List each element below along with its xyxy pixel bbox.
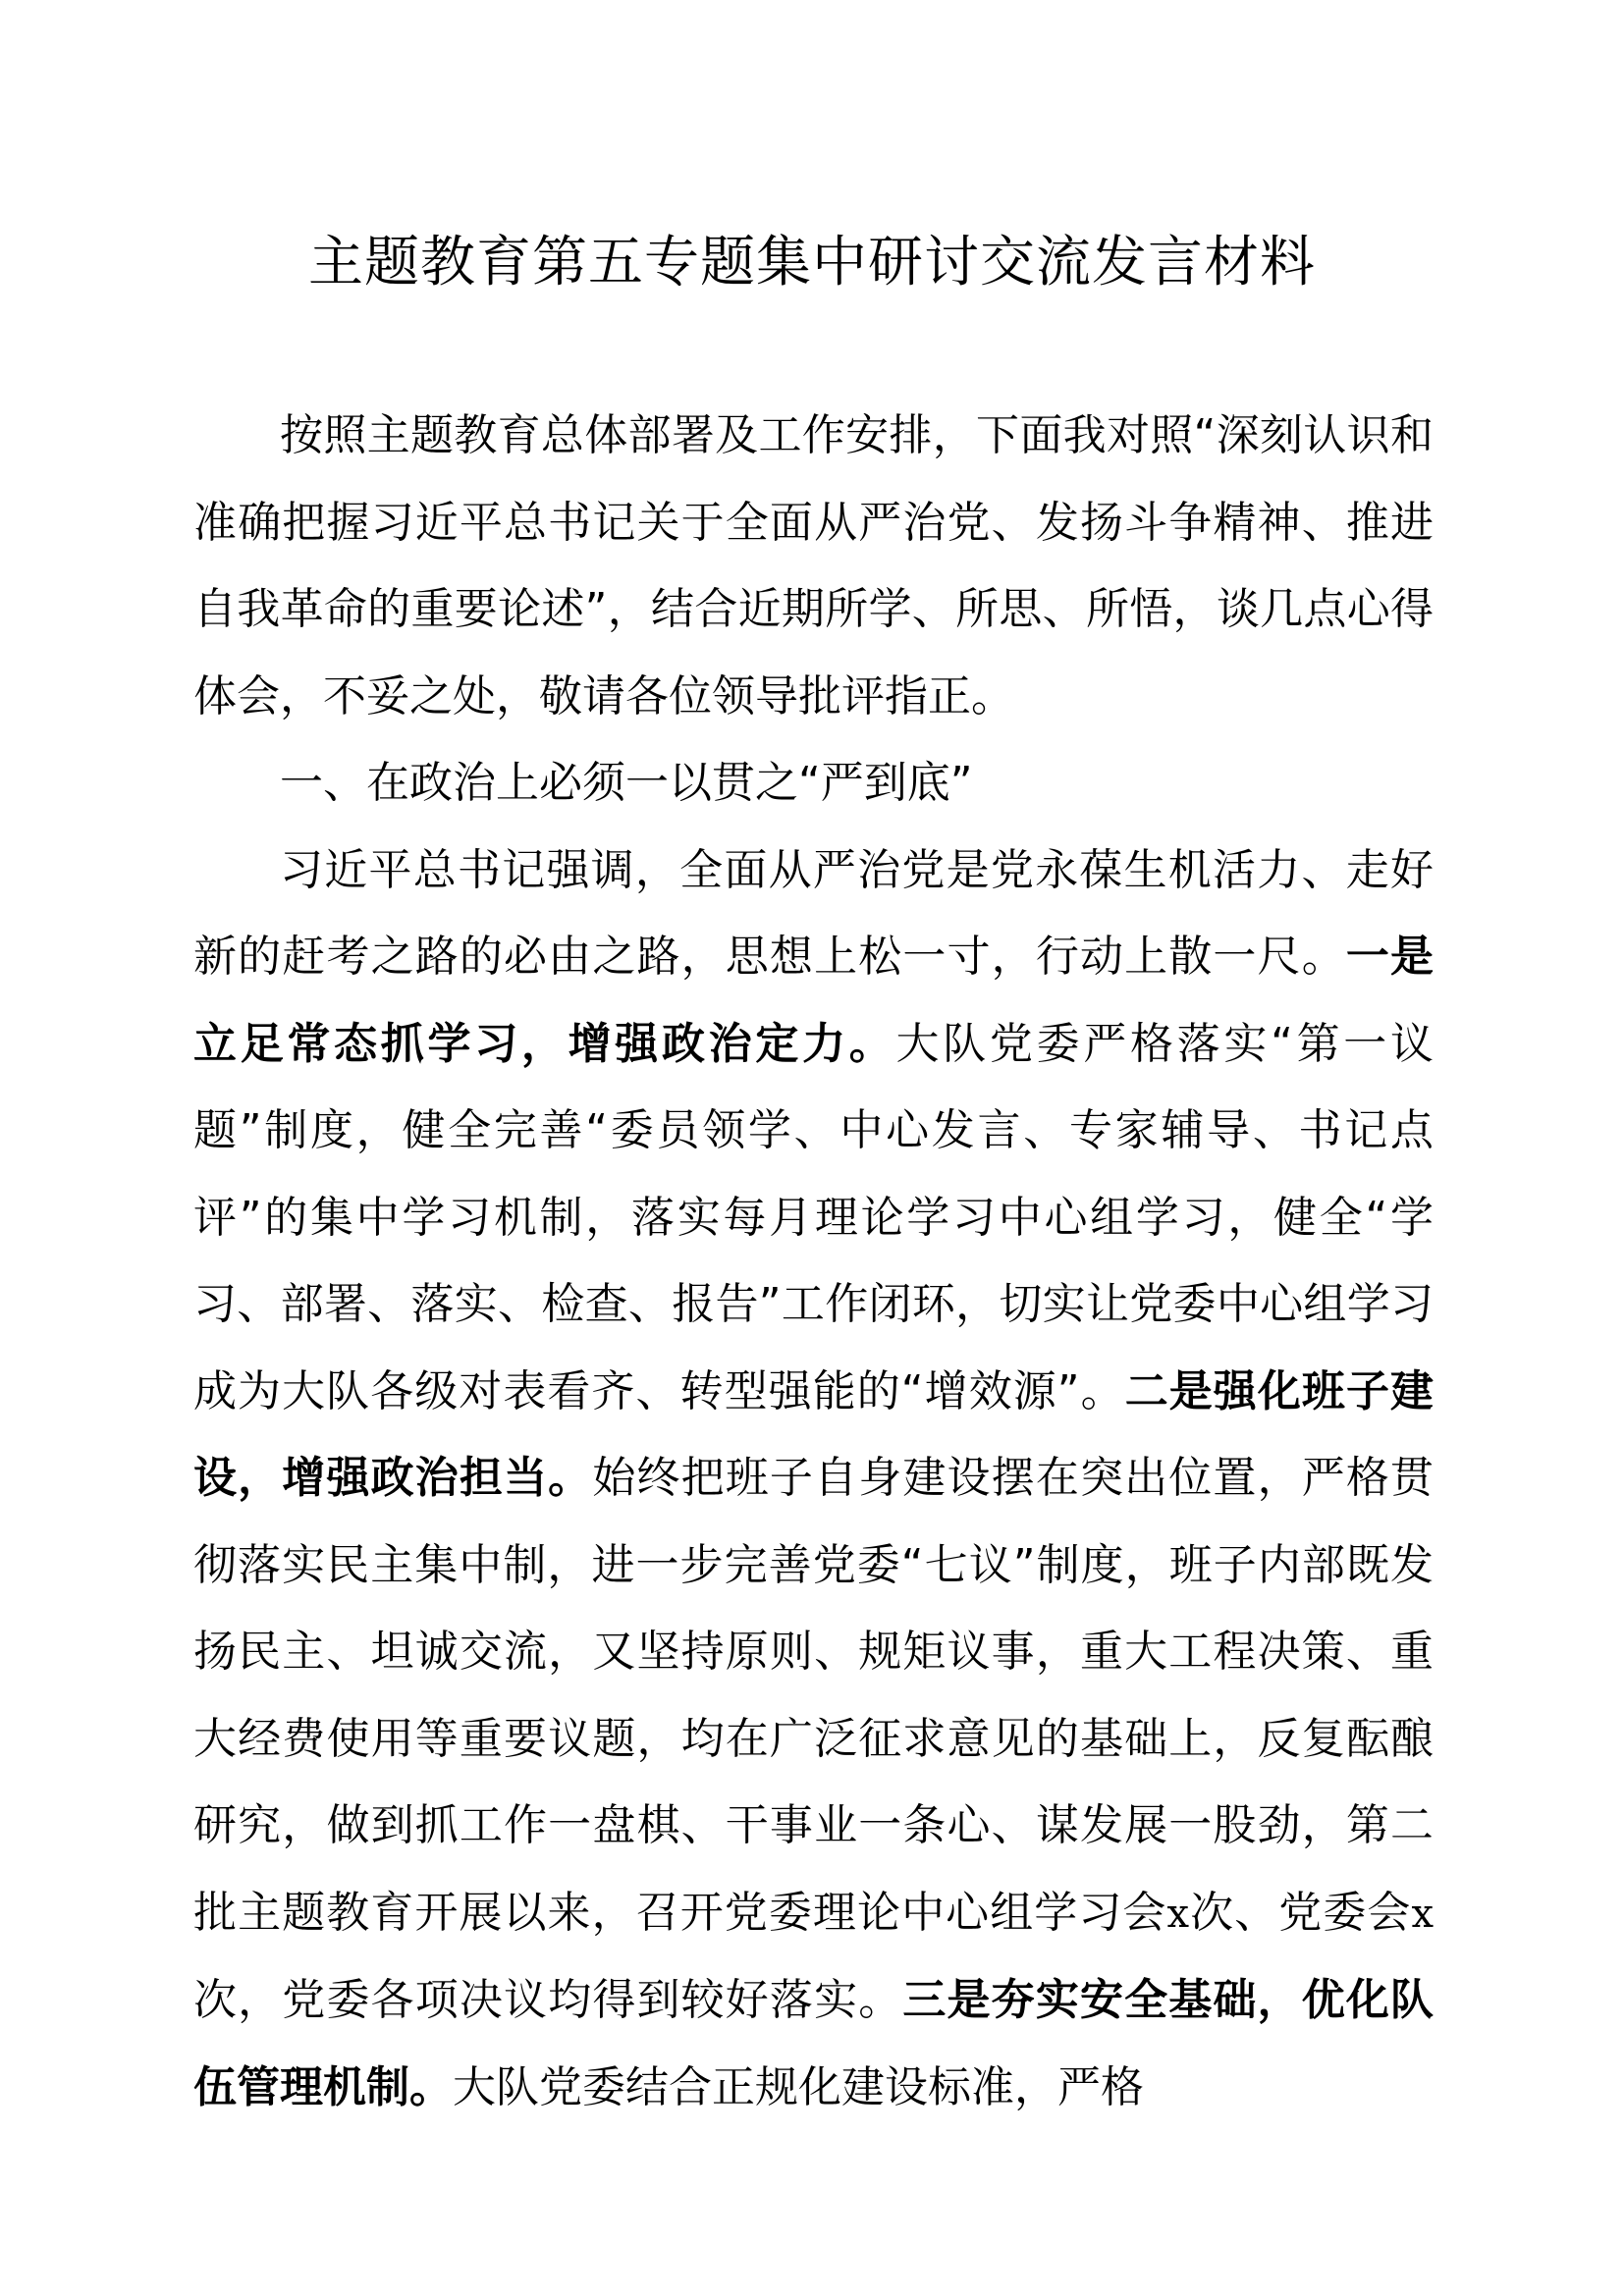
intro-paragraph: 按照主题教育总体部署及工作安排，下面我对照“深刻认识和准确把握习近平总书记关于全面从严治党、发扬斗争精神、推进自我革命的重要论述”，结合近期所学、所思、所悟，谈几点心得体会，不妥之处，敬请各位领导批评指正。 (193, 410, 1434, 721)
body-text: 大队党委结合正规化建设标准，严格 (453, 2061, 1144, 2112)
section-paragraph (193, 828, 1434, 2132)
placeholder-x: x (1411, 1891, 1435, 1937)
section-heading: 一、在政治上必须一以贯之“严到底” (280, 758, 973, 808)
body-text: 大队党委严格落实“第一议题”制度，健全完善“委员领学、中心发言、专家辅导、书记点评”的集中学习机制，落实每月理论学习中心组学习，健全“学习、部署、落实、检查、报告”工作闭环，切实让党委中心组学习成为大队各级对表看齐、转型强能的“增效源”。 (193, 1018, 1435, 1416)
document-title: 主题教育第五专题集中研讨交流发言材料 (308, 231, 1316, 294)
document-body (193, 393, 1434, 2131)
body-text: 次，党委各项决议均得到较好落实。 (193, 1975, 903, 2025)
placeholder-x: x (1166, 1891, 1190, 1937)
bold-point-3: 三是夯实安全基础，优化队伍管理机制。 (193, 1975, 1435, 2112)
bold-point-2: 二是强化班子建设，增强政治担当。 (193, 1365, 1435, 1503)
body-text: 始终把班子自身建设摆在突出位置，严格贯彻落实民主集中制，进一步完善党委“七议”制度，班子内部既发扬民主、坦诚交流，又坚持原则、规矩议事，重大工程决策、重大经费使用等重要议题，均在广泛征求意见的基础上，反复酝酿研究，做到抓工作一盘棋、干事业一条心、谋发展一股劲，第二批主题教育开展以来，召开党委理论中心组学习会 (193, 1453, 1435, 1938)
bold-point-1: 一是立足常态抓学习，增强政治定力。 (193, 932, 1435, 1069)
body-text: 习近平总书记强调，全面从严治党是党永葆生机活力、走好新的赶考之路的必由之路，思想上松一寸，行动上散一尺。 (193, 844, 1434, 982)
body-text: 次、党委会 (1189, 1887, 1412, 1938)
